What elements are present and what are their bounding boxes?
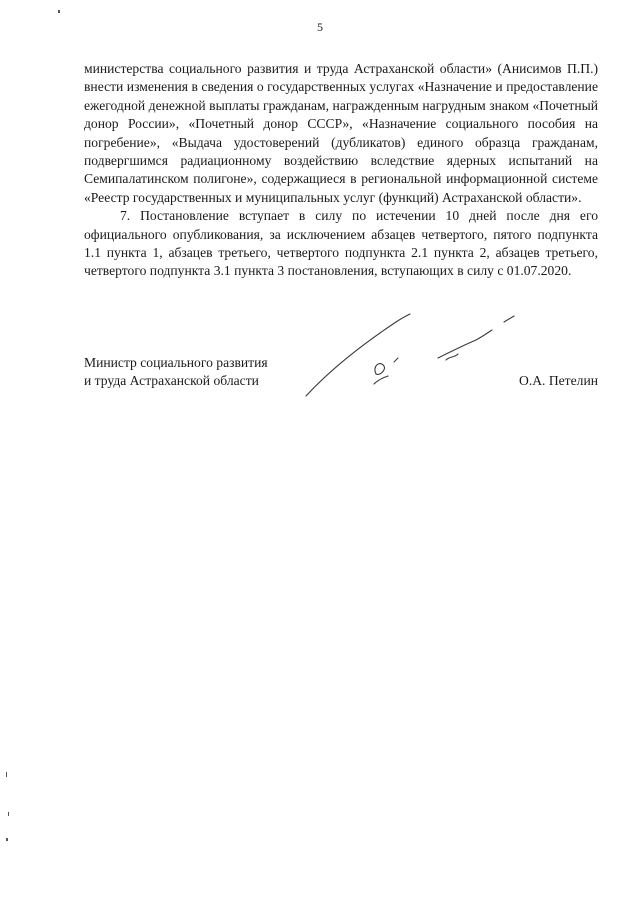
- signer-title-line1: Министр социального развития: [84, 355, 268, 370]
- page-number: 5: [317, 20, 323, 34]
- paragraph-7: 7. Постановление вступает в силу по истечении 10 дней после дня его официального опубликования, за исключением абзацев четвертого, пятого подпункта 1.1 пункта 1, абзацев третьего, четвертого подпункта 2.1 пункта 2, абзацев третьего, четвертого подпункта 3.1 пункта 3 постановления, вступающих в силу с 01.07.2020.: [84, 208, 598, 279]
- scan-speck: [58, 10, 60, 13]
- signer-name: О.А. Петелин: [519, 373, 598, 389]
- scan-speck: [6, 772, 7, 777]
- signature-block: [84, 354, 598, 394]
- paragraph-continued: министерства социального развития и труда Астраханской области» (Анисимов П.П.) внести изменения в сведения о государственных услугах «Назначение и предоставление ежегодной денежной выплаты гражданам, награжденным нагрудным знаком «Почетный донор России», «Почетный донор СССР», «Назначение социального пособия на погребение», «Выдача удостоверений (дубликатов) единого образца гражданам, подвергшимся радиационному воздействию вследствие ядерных испытаний на Семипалатинском полигоне», содержащиеся в региональной информационной системе «Реестр государственных и муниципальных услуг (функций) Астраханской области».: [84, 61, 598, 205]
- scan-speck: [6, 838, 8, 841]
- signer-title-line2: и труда Астраханской области: [84, 373, 259, 389]
- document-body: [84, 60, 598, 281]
- scan-speck: [8, 812, 9, 816]
